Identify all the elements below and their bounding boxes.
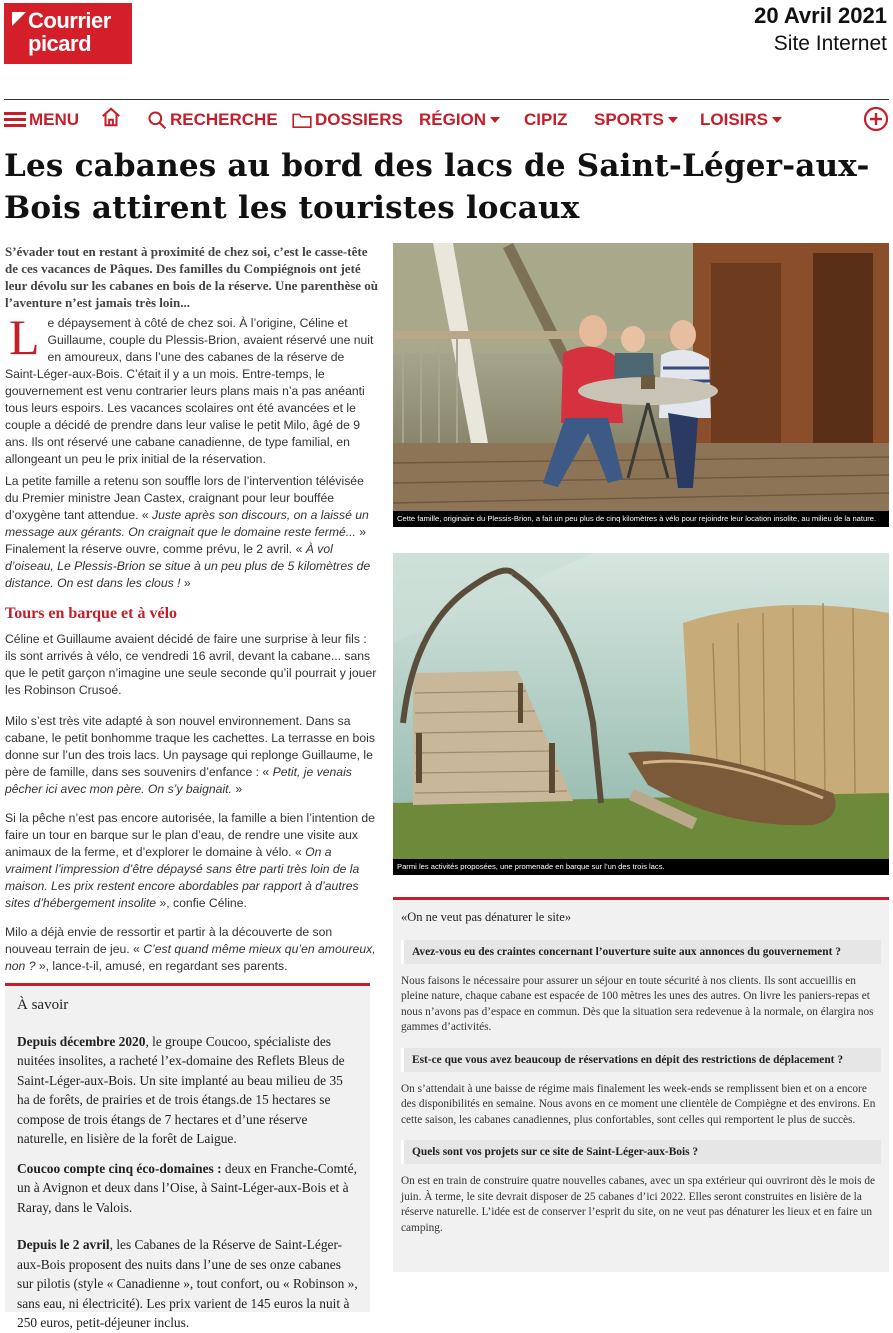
nav-cipiz-label: CIPIZ <box>524 110 568 129</box>
nav-dossiers-label: DOSSIERS <box>315 110 403 129</box>
nav-loisirs[interactable] <box>700 110 782 130</box>
interview-title: «On ne veut pas dénaturer le site» <box>401 910 572 924</box>
lake-boat-illustration <box>393 553 889 875</box>
nav-menu[interactable] <box>4 110 79 130</box>
article-paragraph-6: Milo a déjà envie de ressortir et partir à la découverte de son nouveau terrain de jeu. « C’est quand même mieux qu’en amoureux, non ? », lance-t-il, amusé, en regardant ses parents. <box>5 925 376 973</box>
nav-cipiz[interactable] <box>524 110 567 130</box>
publication-source: Site Internet <box>773 32 887 55</box>
home-icon <box>100 106 122 128</box>
main-navigation <box>4 106 889 140</box>
logo-line-2: picard <box>28 31 92 56</box>
chevron-down-icon <box>772 117 782 123</box>
nav-menu-label: MENU <box>29 110 80 129</box>
publication-date: 20 Avril 2021 <box>754 3 887 28</box>
nav-loisirs-label: LOISIRS <box>700 110 769 129</box>
interview-answer: On s’attendait à une baisse de régime mais finalement les week-ends se remplissent bien et on a encore des disponibilités en semaine. Nous avons en ce moment une clientèle de Compiègne et des environs. En cette saison, les cabanes canadiennes, plus confortables, sont celles qui remportent le plus de succès. <box>401 1082 876 1126</box>
article-paragraph-2: La petite famille a retenu son souffle lors de l’intervention télévisée du Premier ministre Jean Castex, craignant pour leur bouffée d’oxygène tant attendue. « Juste après son discours, on a laissé un message aux gérants. On craignait que le domaine reste fermé... » Finalement la réserve ouvre, comme prévu, le 2 avril. « À vol d’oiseau, Le Plessis-Brion se situe à un peu plus de 5 kilomètres de distance. On est dans les clous ! » <box>5 474 371 590</box>
a-savoir-item: Depuis décembre 2020, le groupe Coucoo, spécialiste des nuitées insolites, a racheté l’ex-domaine des Reflets Bleus de Saint-Léger-aux-Bois. Un site implanté au beau milieu de 35 ha de forêts, de prairies et de trois étangs.de 15 hectares se compose de trois étangs de 7 hectares et d’une réserve naturelle, en lisière de la forêt de Laigue. <box>17 1033 345 1146</box>
logo-mark-icon <box>12 12 26 26</box>
interview-box <box>393 897 889 1272</box>
article-paragraph-4: Milo s’est très vite adapté à son nouvel environnement. Dans sa cabane, le petit bonhomme traque les cachettes. La terrasse en bois donne sur l’un des trois lacs. Un paysage qui replonge Guillaume, le père de famille, dans ses souvenirs d’enfance : « Petit, je venais pêcher ici avec mon père. On s’y baignait. » <box>5 714 375 796</box>
family-terrace-illustration <box>393 243 889 527</box>
logo-line-1: Courrier <box>28 8 111 33</box>
nav-sports-label: SPORTS <box>594 110 664 129</box>
nav-region-label: RÉGION <box>419 110 487 129</box>
nav-home[interactable] <box>100 106 122 128</box>
article-paragraph-1: Le dépaysement à côté de chez soi. À l’origine, Céline et Guillaume, couple du Plessis-Brion, avaient réservé une nuit en amoureux, dans l’une des cabanes de la réserve de Saint-Léger-aux-Bois. C’était il y a un mois. Entre-temps, le gouvernement est venu contrarier leurs plans mais n’a pas anéanti tous leurs espoirs. Les vacances scolaires ont été avancées et le couple a décidé de prendre dans leur valise le petit Milo, âgé de 9 ans. Ils ont réservé une cabane canadienne, de type familial, en allongeant un peu le prix initial de la réservation. <box>5 309 374 466</box>
nav-sports[interactable] <box>594 110 678 130</box>
article-lead: S’évader tout en restant à proximité de chez soi, c’est le casse-tête de ces vacances de Pâques. Des familles du Compiégnois ont jeté leur dévolu sur les cabanes en bois de la réserve. Une parenthèse où l’aventure n’est jamais très loin... <box>5 244 379 310</box>
a-savoir-item: Coucoo compte cinq éco-domaines : deux en Franche-Comté, un à Avignon et deux dans l’Oise, à Saint-Léger-aux-Bois et à Raray, dans le Valois. <box>17 1160 357 1215</box>
a-savoir-title: À savoir <box>17 997 69 1013</box>
interview-question: Est-ce que vous avez beaucoup de réservations en dépit des restrictions de déplacement ? <box>401 1048 881 1072</box>
a-savoir-item: Depuis le 2 avril, les Cabanes de la Réserve de Saint-Léger-aux-Bois proposent des nuits dans l’une de ses onze cabanes sur pilotis (style « Canadienne », tout confort, ou « Robinson », sans eau, ni électricité). Les prix varient de 145 euros la nuit à 250 euros, petit-déjeuner inclus. <box>17 1237 358 1330</box>
hamburger-icon <box>4 112 26 128</box>
nav-search-label: RECHERCHE <box>170 110 278 129</box>
interview-answer: Nous faisons le nécessaire pour assurer un séjour en toute sécurité à nos clients. Ils sont accueillis en pleine nature, chaque cabane est espacée de 100 mètres les unes des autres. On livre les paniers-repas et nous n’avons pas d’espace en commun. Dès que la situation sera redevenue à la normale, on élargira nos gammes d’activités. <box>401 974 874 1033</box>
article-title: Les cabanes au bord des lacs de Saint-Léger-aux-Bois attirent les touristes locaux <box>4 148 870 226</box>
article-subheading: Tours en barque et à vélo <box>5 605 178 622</box>
header-divider <box>4 99 889 100</box>
plus-circle-icon[interactable] <box>863 106 889 132</box>
courrier-picard-logo[interactable] <box>4 3 132 64</box>
nav-search[interactable] <box>147 110 278 130</box>
photo-caption: Parmi les activités proposées, une promenade en barque sur l’un des trois lacs. <box>393 859 889 875</box>
search-icon <box>147 110 167 130</box>
interview-question: Quels sont vos projets sur ce site de Saint-Léger-aux-Bois ? <box>401 1140 881 1164</box>
article-paragraph-5: Si la pêche n’est pas encore autorisée, la famille a bien l’intention de faire un tour en barque sur le plan d’eau, de rendre une visite aux animaux de la ferme, et d’explorer le domaine à vélo. « On a vraiment l’impression d’être dépaysé sans être parti très loin de la maison. Les prix restent encore abordables par rapport à d’autres sites d’hébergement insolite », confie Céline. <box>5 811 375 910</box>
chevron-down-icon <box>490 117 500 123</box>
photo-lake-boat <box>393 553 889 875</box>
interview-question: Avez-vous eu des craintes concernant l’ouverture suite aux annonces du gouvernement ? <box>401 940 881 964</box>
nav-dossiers[interactable] <box>292 110 403 130</box>
nav-region[interactable] <box>419 110 500 130</box>
photo-caption: Cette famille, originaire du Plessis-Brion, a fait un peu plus de cinq kilomètres à vélo pour rejoindre leur location insolite, au milieu de la nature. <box>393 511 889 527</box>
folder-icon <box>292 112 312 128</box>
drop-cap: L <box>9 309 40 365</box>
interview-answer: On est en train de construire quatre nouvelles cabanes, avec un spa extérieur qui ouvriront dès le mois de juin. À terme, le site devrait disposer de 25 cabanes d’ici 2022. Elles seront construites en lisière de la réserve naturelle. L’idée est de conserver l’esprit du site, on ne veut pas dénaturer les lieux et en faire un camping. <box>401 1175 875 1234</box>
a-savoir-box <box>5 983 370 1330</box>
article-paragraph-3: Céline et Guillaume avaient décidé de faire une surprise à leur fils : ils sont arrivés à vélo, ce vendredi 16 avril, devant la cabane... sans que le petit garçon n’imagine une seule seconde qu’il pourrait y jouer les Robinson Crusoé. <box>5 632 377 697</box>
photo-family-terrace <box>393 243 889 527</box>
chevron-down-icon <box>668 117 678 123</box>
